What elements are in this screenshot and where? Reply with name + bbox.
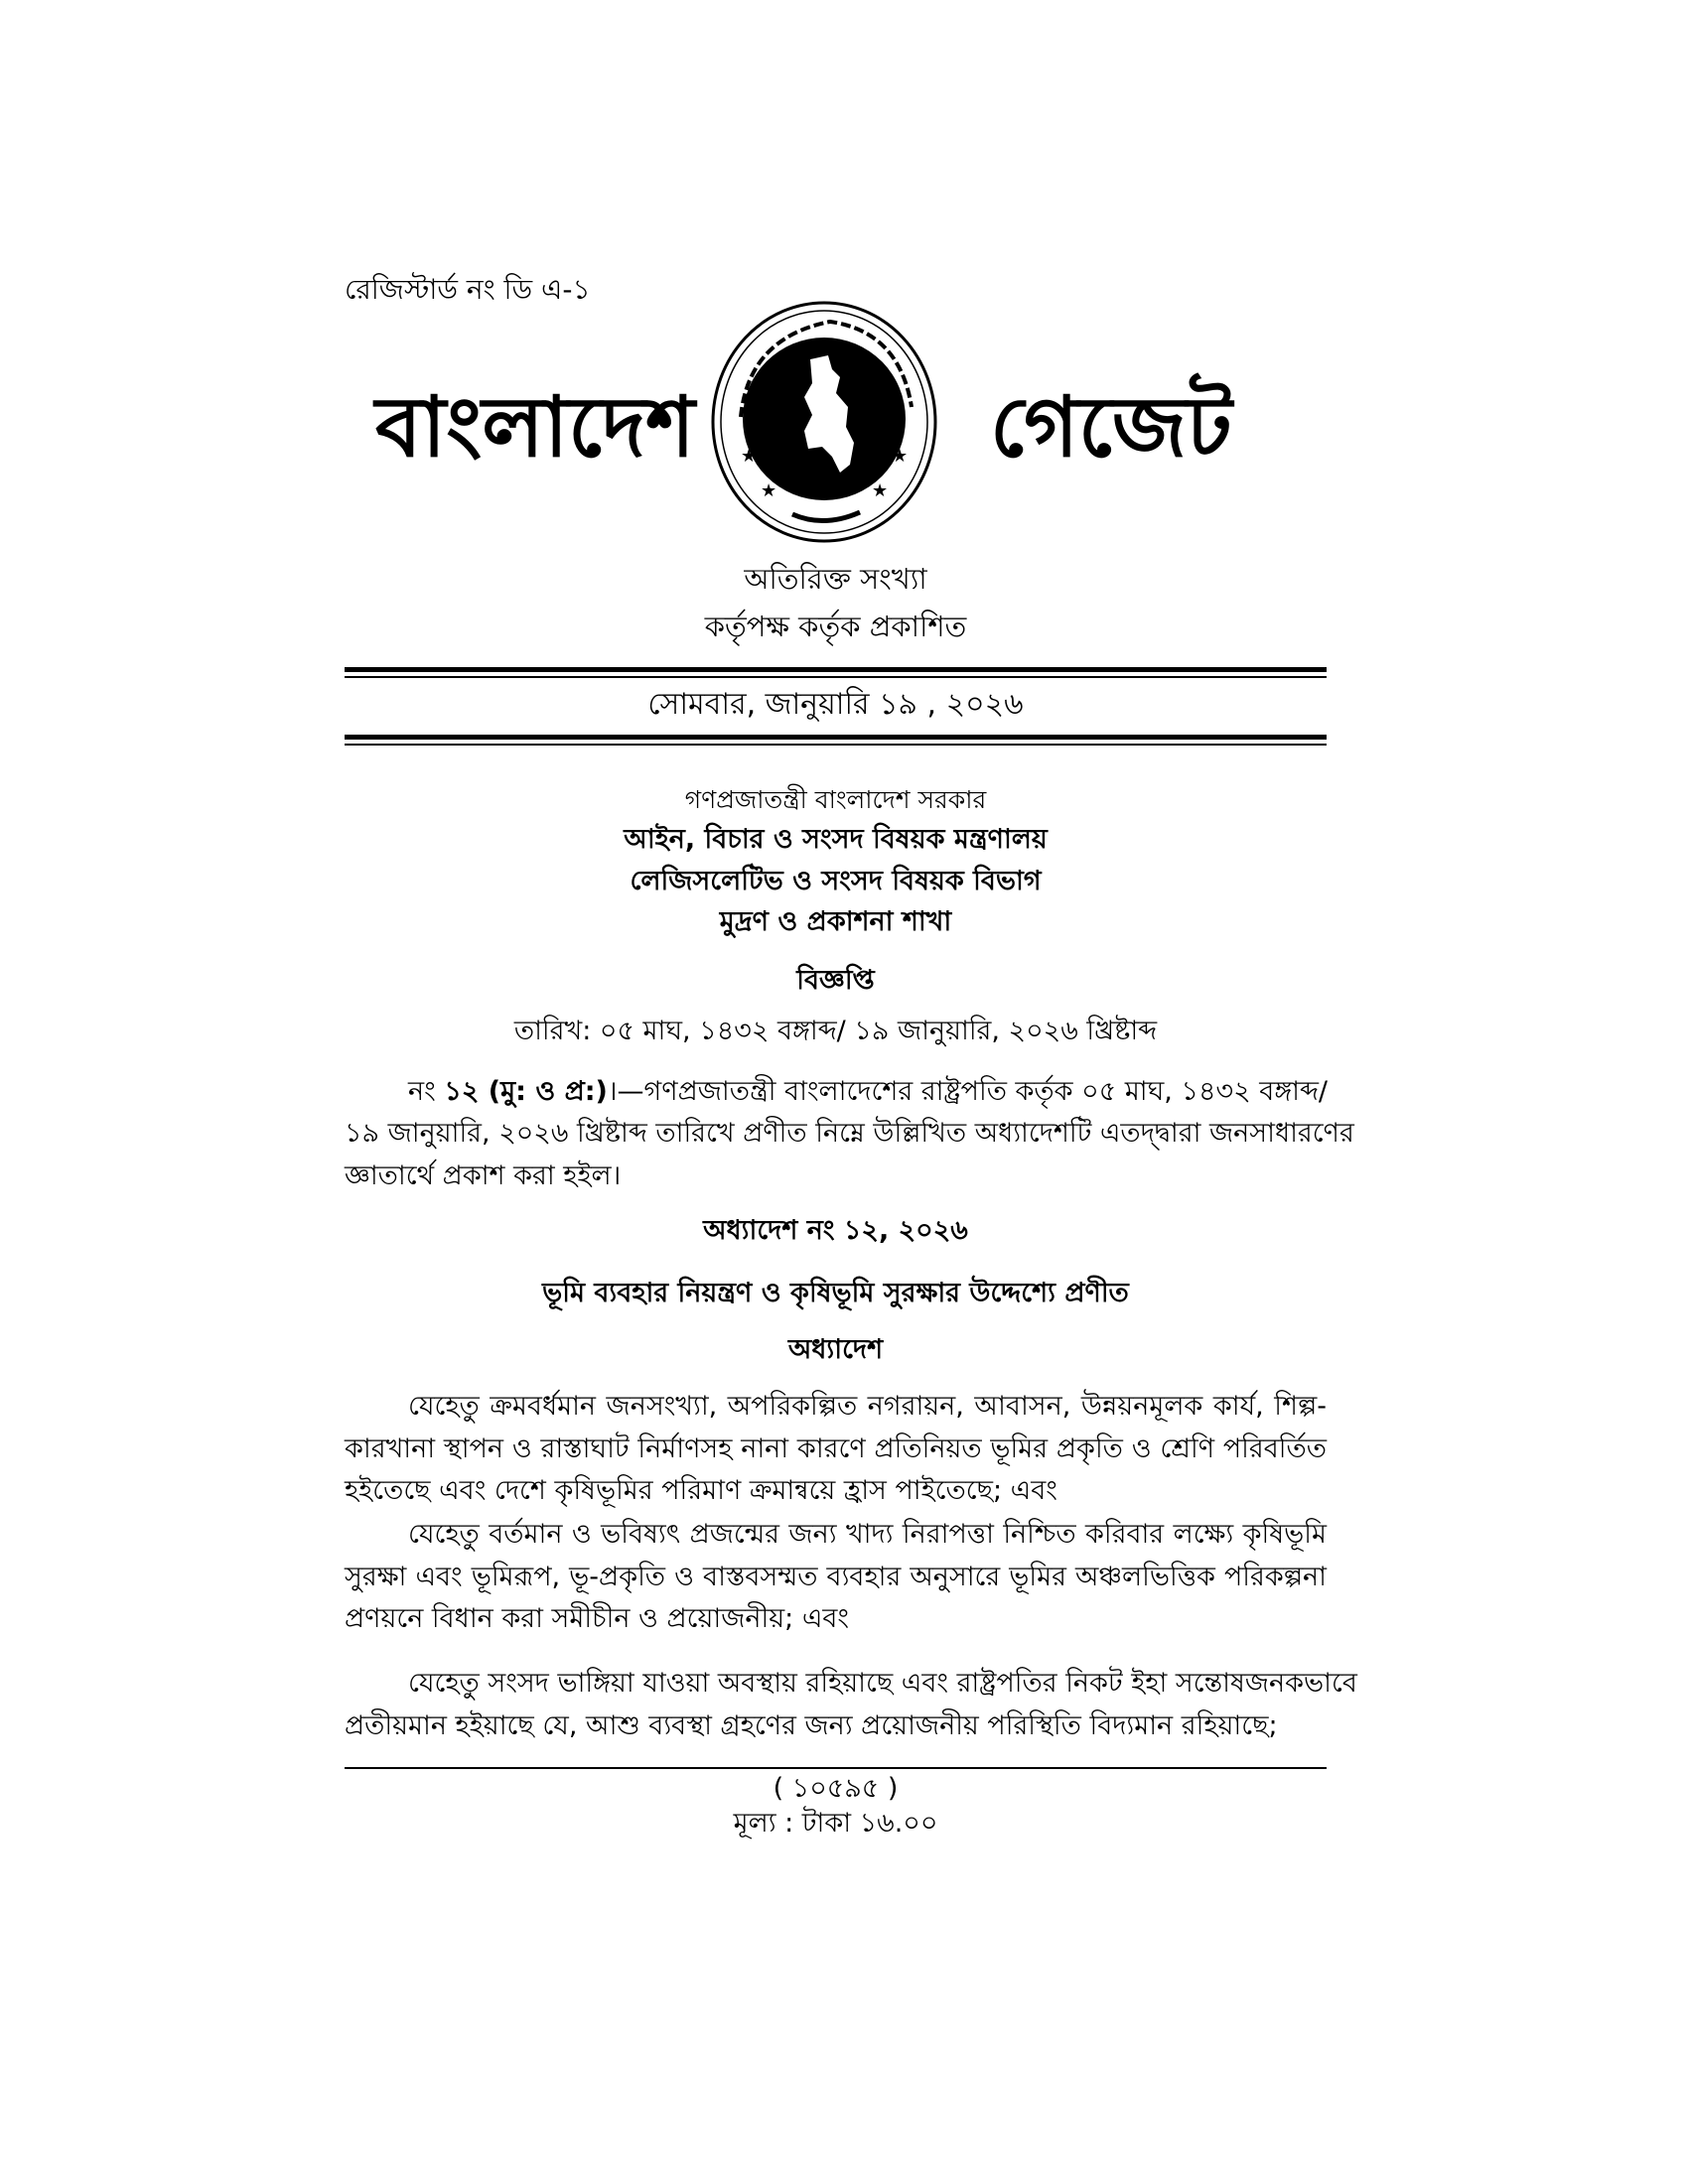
- preamble-1-line-3: হইতেছে এবং দেশে কৃষিভূমির পরিমাণ ক্রমান্বয়ে হ্রাস পাইতেছে; এবং: [345, 1475, 1057, 1506]
- notice-line-2: ১৯ জানুয়ারি, ২০২৬ খ্রিষ্টাব্দ তারিখে প্রণীত নিম্নে উল্লিখিত অধ্যাদেশটি এতদ্দ্বারা জনসাধারণের: [345, 1118, 1354, 1149]
- date-rule-thick: [345, 735, 1327, 740]
- ordinance-purpose: ভূমি ব্যবহার নিয়ন্ত্রণ ও কৃষিভূমি সুরক্ষার উদ্দেশ্যে প্রণীত: [542, 1278, 1129, 1308]
- ordinance-number: অধ্যাদেশ নং ১২, ২০২৬: [703, 1215, 968, 1246]
- header-rule-thick: [345, 667, 1327, 672]
- ministry-name: আইন, বিচার ও সংসদ বিষয়ক মন্ত্রণালয়: [624, 824, 1048, 855]
- notice-text: ।—গণপ্রজাতন্ত্রী বাংলাদেশের রাষ্ট্রপতি কর্তৃক ০৫ মাঘ, ১৪৩২ বঙ্গাব্দ/: [607, 1076, 1329, 1107]
- notice-line-3: জ্ঞাতার্থে প্রকাশ করা হইল।: [345, 1160, 622, 1191]
- ordinance-heading: অধ্যাদেশ: [787, 1334, 884, 1365]
- page-number: ( ১০৫৯৫ ): [773, 1773, 899, 1804]
- notice-date: তারিখ: ০৫ মাঘ, ১৪৩২ বঙ্গাব্দ/ ১৯ জানুয়ারি, ২০২৬ খ্রিষ্টাব্দ: [513, 1016, 1158, 1046]
- preamble-3-line-2: প্রতীয়মান হইয়াছে যে, আশু ব্যবস্থা গ্রহণের জন্য প্রয়োজনীয় পরিস্থিতি বিদ্যমান রহিয়াছে;: [345, 1710, 1278, 1741]
- date-rule-thin: [345, 744, 1327, 746]
- government-name: গণপ্রজাতন্ত্রী বাংলাদেশ সরকার: [684, 785, 987, 814]
- gazette-title-right: গেজেট: [990, 378, 1232, 476]
- svg-text:★: ★: [892, 446, 909, 467]
- svg-text:★: ★: [872, 480, 889, 501]
- preamble-2-line-3: প্রণয়নে বিধান করা সমীচীন ও প্রয়োজনীয়; এবং: [345, 1603, 850, 1634]
- header-rule-thin: [345, 676, 1327, 678]
- preamble-1-line-2: কারখানা স্থাপন ও রাস্তাঘাট নির্মাণসহ নানা কারণে প্রতিনিয়ত ভূমির প্রকৃতি ও শ্রেণি পরিবর্তিত: [345, 1433, 1327, 1464]
- extra-issue: অতিরিক্ত সংখ্যা: [744, 562, 927, 596]
- notice-ref-number: ১২ (মু: ও প্র:): [444, 1076, 608, 1107]
- notice-heading: বিজ্ঞপ্তি: [796, 965, 875, 996]
- published-by: কর্তৃপক্ষ কর্তৃক প্রকাশিত: [704, 610, 967, 643]
- preamble-2-line-1: যেহেতু বর্তমান ও ভবিষ্যৎ প্রজন্মের জন্য খাদ্য নিরাপত্তা নিশ্চিত করিবার লক্ষ্যে কৃষিভূমি: [408, 1519, 1327, 1550]
- notice-ref-prefix: নং: [408, 1076, 445, 1107]
- preamble-1-line-1: যেহেতু ক্রমবর্ধমান জনসংখ্যা, অপরিকল্পিত নগরায়ন, আবাসন, উন্নয়নমূলক কার্য, শিল্প-: [408, 1391, 1327, 1422]
- price: মূল্য : টাকা ১৬.০০: [733, 1808, 938, 1839]
- preamble-2-line-2: সুরক্ষা এবং ভূমিরূপ, ভূ-প্রকৃতি ও বাস্তবসম্মত ব্যবহার অনুসারে ভূমির অঞ্চলভিত্তিক পরিকল্পনা: [345, 1562, 1327, 1592]
- issue-date: সোমবার, জানুয়ারি ১৯ , ২০২৬: [647, 687, 1024, 722]
- branch-name: মুদ্রণ ও প্রকাশনা শাখা: [719, 906, 952, 937]
- division-name: লেজিসলেটিভ ও সংসদ বিষয়ক বিভাগ: [630, 866, 1042, 896]
- notice-line-1: [345, 1072, 1327, 1112]
- svg-text:★: ★: [741, 446, 758, 467]
- registration-number: রেজিস্টার্ড নং ডি এ-১: [345, 273, 591, 306]
- government-seal-icon: [701, 298, 947, 546]
- preamble-3-line-1: যেহেতু সংসদ ভাঙ্গিয়া যাওয়া অবস্থায় রহিয়াছে এবং রাষ্ট্রপতির নিকট ইহা সন্তোষজনকভাবে: [408, 1668, 1357, 1699]
- gazette-title-left: বাংলাদেশ: [375, 378, 695, 476]
- svg-text:★: ★: [761, 480, 777, 501]
